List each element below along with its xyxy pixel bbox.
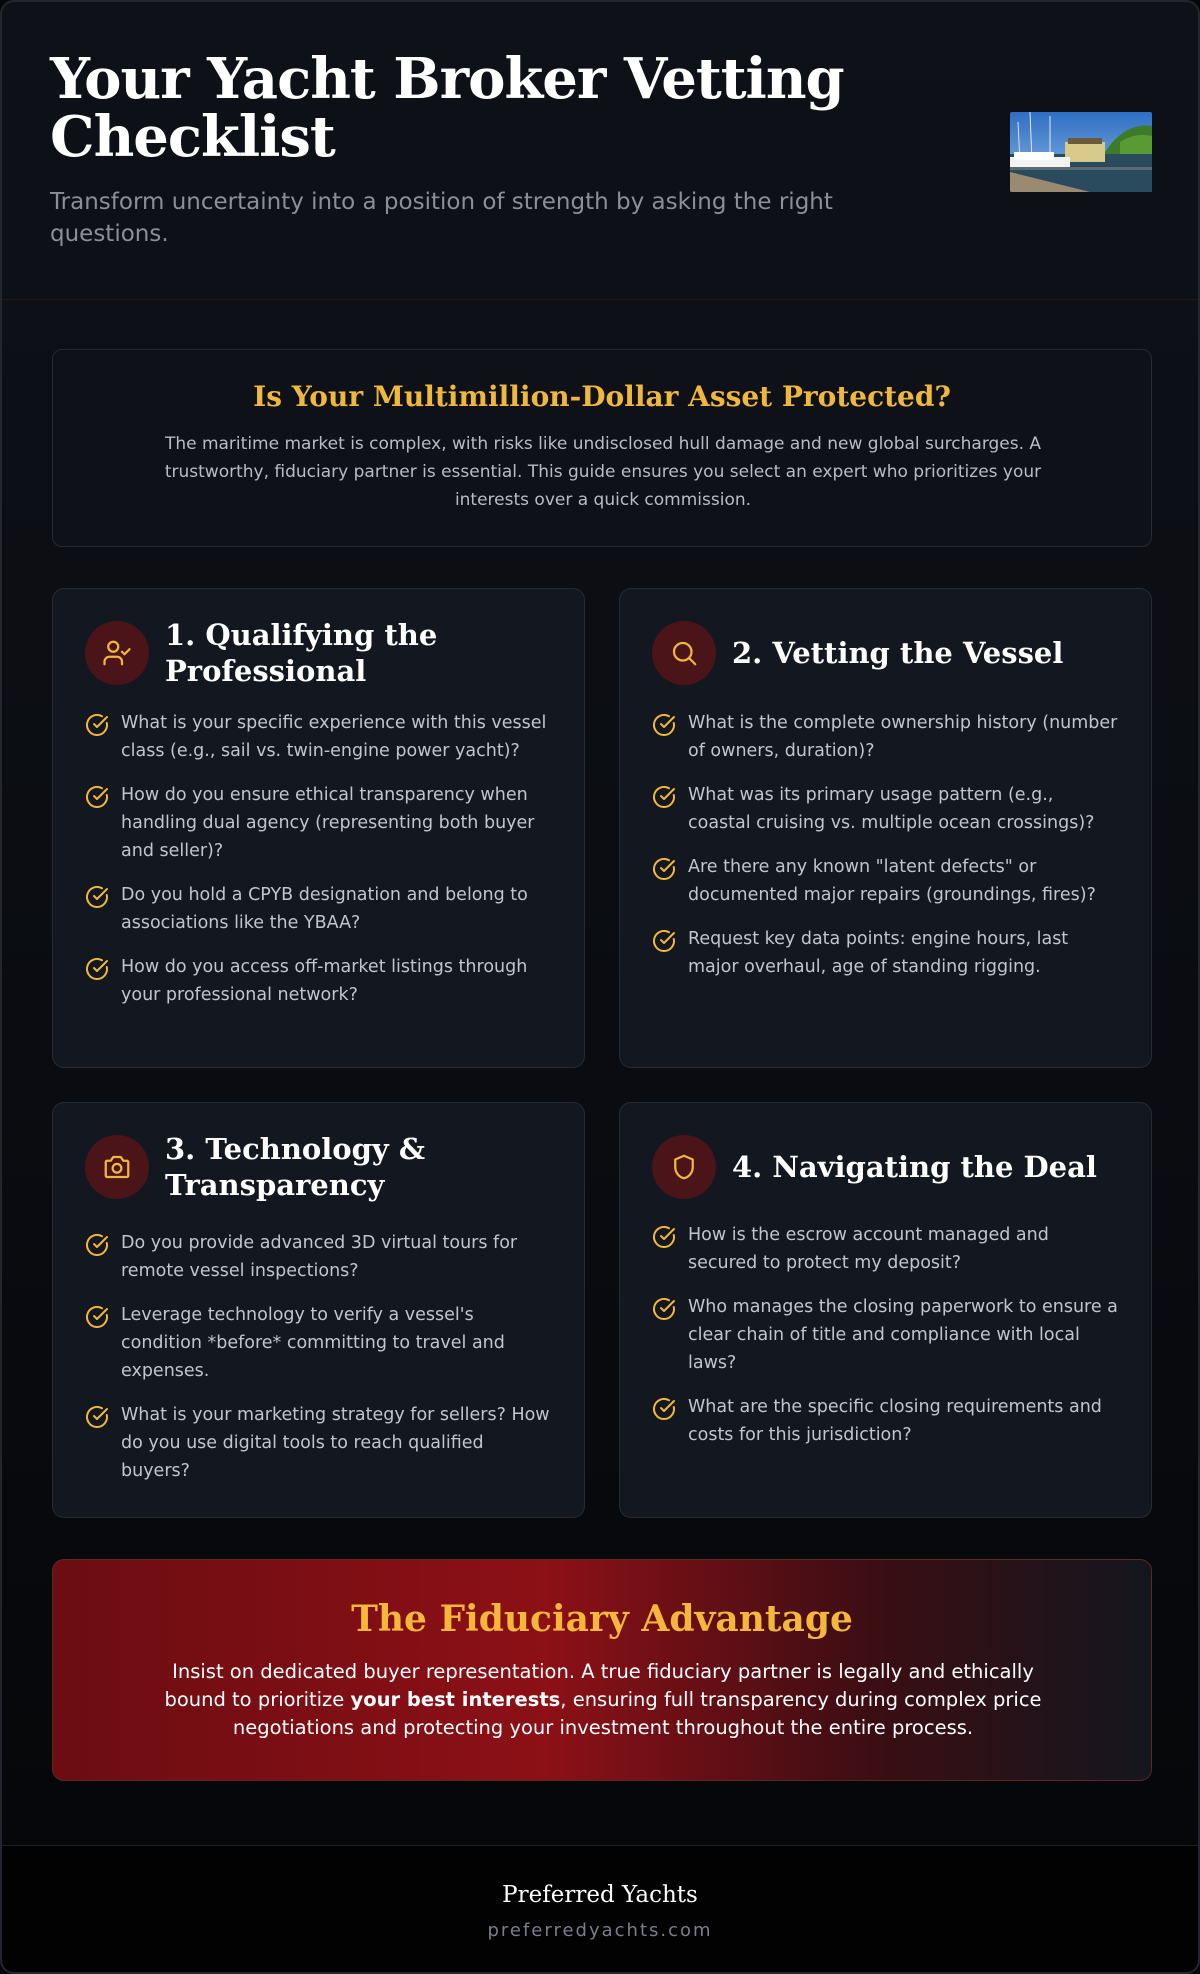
check-circle-icon <box>85 957 109 981</box>
checklist-item <box>85 1401 554 1485</box>
checklist-item <box>652 1393 1121 1449</box>
checklist-item <box>652 709 1121 765</box>
page-subtitle: Transform uncertainty into a position of strength by asking the right questions. <box>50 189 833 247</box>
camera-icon <box>85 1135 149 1199</box>
check-circle-icon <box>652 929 676 953</box>
section-header <box>652 621 1131 685</box>
checklist-item-text: What is the complete ownership history (number of owners, duration)? <box>688 713 1118 761</box>
fiduciary-text-bold: your best interests <box>350 1688 561 1711</box>
check-circle-icon <box>652 785 676 809</box>
checklist-item <box>652 853 1121 909</box>
section-title: 2. Vetting the Vessel <box>732 636 1064 670</box>
checklist-item-text: Do you hold a CPYB designation and belong to associations like the YBAA? <box>121 885 528 933</box>
checklist-item <box>652 781 1121 837</box>
checklist <box>85 1229 554 1501</box>
footer-brand: Preferred Yachts <box>502 1882 698 1908</box>
user-check-icon <box>85 621 149 685</box>
checklist <box>652 1221 1121 1465</box>
fiduciary-text-before: Insist on dedicated buyer representation. A true fiduciary partner is legally and ethically bound to prioritize <box>164 1660 1034 1711</box>
checklist-item-text: What are the specific closing requirements and costs for this jurisdiction? <box>688 1397 1102 1445</box>
shield-icon <box>652 1135 716 1199</box>
checklist-item <box>85 709 554 765</box>
fiduciary-title: The Fiduciary Advantage <box>351 1598 853 1640</box>
section-header <box>85 1132 564 1202</box>
checklist-item <box>85 1229 554 1285</box>
section-title: 1. Qualifying the Professional <box>165 618 438 688</box>
check-circle-icon <box>652 1225 676 1249</box>
checklist-item <box>652 1221 1121 1277</box>
check-circle-icon <box>652 1397 676 1421</box>
fiduciary-banner <box>52 1559 1152 1781</box>
footer-site-link[interactable]: preferredyachts.com <box>487 1920 713 1941</box>
checklist-item-text: Leverage technology to verify a vessel's condition *before* committing to travel and expenses. <box>121 1305 505 1381</box>
check-circle-icon <box>652 857 676 881</box>
header <box>2 2 1198 300</box>
checklist-item <box>85 1301 554 1385</box>
checklist-item-text: What is your specific experience with this vessel class (e.g., sail vs. twin-engine power yacht)? <box>121 713 547 761</box>
checklist <box>85 709 554 1025</box>
search-icon <box>652 621 716 685</box>
section-card-deal <box>619 1102 1152 1518</box>
section-card-qualifying <box>52 588 585 1068</box>
checklist-item-text: How is the escrow account managed and secured to protect my deposit? <box>688 1225 1049 1273</box>
fiduciary-text-after: , ensuring full transparency during complex price negotiations and protecting your investment throughout the entire process. <box>232 1688 1042 1739</box>
check-circle-icon <box>85 885 109 909</box>
fiduciary-text <box>153 1658 1053 1742</box>
marina-photo <box>1010 112 1152 192</box>
checklist-item <box>652 925 1121 981</box>
check-circle-icon <box>652 713 676 737</box>
intro-title: Is Your Multimillion-Dollar Asset Protected? <box>253 380 951 413</box>
checklist-item-text: What is your marketing strategy for sellers? How do you use digital tools to reach qualified buyers? <box>121 1405 550 1481</box>
footer <box>2 1845 1198 1974</box>
checklist-item-text: How do you access off-market listings through your professional network? <box>121 957 528 1005</box>
section-title: 4. Navigating the Deal <box>732 1150 1097 1184</box>
check-circle-icon <box>85 713 109 737</box>
checklist-item-text: Are there any known "latent defects" or documented major repairs (groundings, fires)? <box>688 857 1096 905</box>
intro-box <box>52 349 1152 547</box>
checklist-item-text: Request key data points: engine hours, last major overhaul, age of standing rigging. <box>688 929 1069 977</box>
page-title: Your Yacht Broker Vetting Checklist <box>50 46 844 170</box>
section-title: 3. Technology & Transparency <box>165 1132 426 1202</box>
checklist-item <box>85 953 554 1009</box>
checklist-item-text: What was its primary usage pattern (e.g., coastal cruising vs. multiple ocean crossings)? <box>688 785 1095 833</box>
checklist <box>652 709 1121 997</box>
section-card-vessel <box>619 588 1152 1068</box>
checklist-item <box>85 781 554 865</box>
section-card-technology <box>52 1102 585 1518</box>
checklist-item <box>85 881 554 937</box>
check-circle-icon <box>85 1233 109 1257</box>
checklist-item <box>652 1293 1121 1377</box>
checklist-item-text: Do you provide advanced 3D virtual tours for remote vessel inspections? <box>121 1233 518 1281</box>
section-header <box>85 618 564 688</box>
check-circle-icon <box>652 1297 676 1321</box>
section-header <box>652 1135 1131 1199</box>
check-circle-icon <box>85 785 109 809</box>
intro-text: The maritime market is complex, with risks like undisclosed hull damage and new global surcharges. A trustworthy, fiduciary partner is essential. This guide ensures you select an expert who prioritizes your interests over a quick commission. <box>164 434 1042 510</box>
check-circle-icon <box>85 1305 109 1329</box>
checklist-item-text: Who manages the closing paperwork to ensure a clear chain of title and compliance with local laws? <box>688 1297 1118 1373</box>
checklist-item-text: How do you ensure ethical transparency when handling dual agency (representing both buyer and seller)? <box>121 785 535 861</box>
check-circle-icon <box>85 1405 109 1429</box>
